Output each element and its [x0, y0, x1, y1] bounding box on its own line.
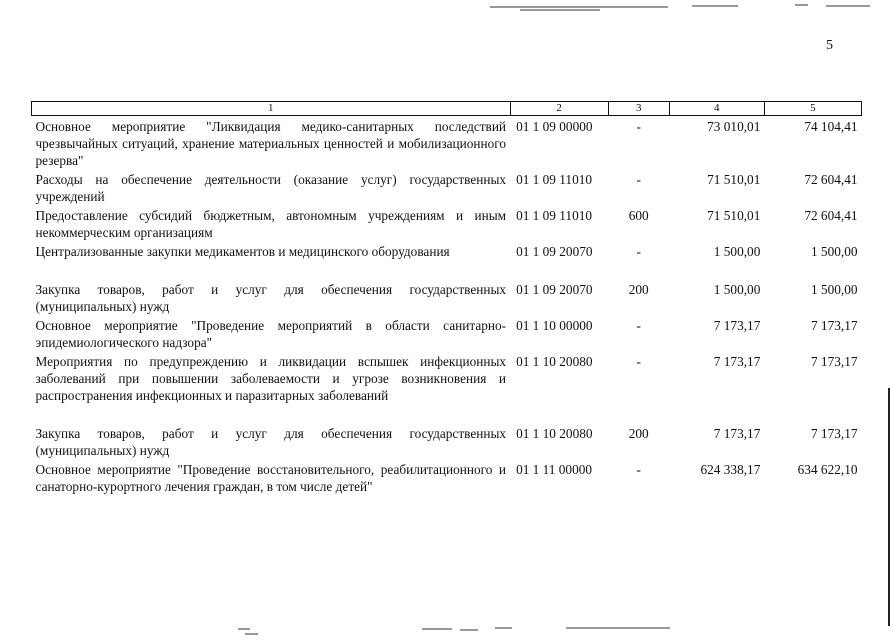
table-row	[32, 241, 862, 279]
row-value-2: 72 604,41	[804, 208, 858, 223]
row-name: Мероприятия по предупреждению и ликвидации вспышек инфекционных заболеваний при повышении заболеваемости и угрозе возникновения и распространения инфекционных и паразитарных заболеваний	[35, 354, 507, 403]
row-type: -	[636, 354, 641, 369]
row-value-2: 1 500,00	[810, 244, 858, 259]
row-value-2: 7 173,17	[810, 426, 858, 441]
row-value-2: 7 173,17	[810, 318, 858, 333]
table-row	[32, 279, 862, 315]
row-code: 01 1 10 00000	[516, 318, 593, 333]
table-row	[32, 169, 862, 205]
header-col-1: 1	[32, 102, 511, 116]
header-col-3: 3	[608, 102, 669, 116]
row-value-2: 634 622,10	[797, 462, 858, 477]
header-row	[32, 102, 862, 116]
row-value-1: 7 173,17	[713, 318, 761, 333]
row-value-1: 624 338,17	[700, 462, 761, 477]
row-name: Расходы на обеспечение деятельности (оказание услуг) государственных учреждений	[35, 172, 507, 204]
table-row	[32, 459, 862, 495]
row-value-1: 71 510,01	[707, 172, 761, 187]
row-name: Предоставление субсидий бюджетным, автономным учреждениям и иным некоммерческим организациям	[35, 208, 507, 240]
row-code: 01 1 09 20070	[516, 244, 593, 259]
table-row	[32, 116, 862, 170]
header-col-4: 4	[669, 102, 764, 116]
row-type: 600	[628, 208, 649, 223]
header-col-2: 2	[510, 102, 608, 116]
row-value-1: 7 173,17	[713, 426, 761, 441]
table-row	[32, 205, 862, 241]
table-row	[32, 423, 862, 459]
row-value-1: 1 500,00	[713, 244, 761, 259]
row-code: 01 1 10 20080	[516, 426, 593, 441]
row-value-1: 71 510,01	[707, 208, 761, 223]
row-name: Основное мероприятие "Ликвидация медико-санитарных последствий чрезвычайных ситуаций, хранение материальных ценностей и мобилизационного резерва"	[35, 119, 507, 168]
row-value-2: 74 104,41	[804, 119, 858, 134]
row-value-2: 1 500,00	[810, 282, 858, 297]
row-code: 01 1 09 11010	[516, 172, 593, 187]
row-name: Основное мероприятие "Проведение восстановительного, реабилитационного и санаторно-курортного лечения граждан, в том числе детей"	[35, 462, 507, 494]
row-type: 200	[628, 282, 649, 297]
row-value-1: 1 500,00	[713, 282, 761, 297]
row-name: Закупка товаров, работ и услуг для обеспечения государственных (муниципальных) нужд	[35, 282, 507, 314]
header-col-5: 5	[764, 102, 861, 116]
row-type: -	[636, 172, 641, 187]
row-type: 200	[628, 426, 649, 441]
row-value-1: 7 173,17	[713, 354, 761, 369]
row-value-2: 72 604,41	[804, 172, 858, 187]
budget-table	[31, 101, 862, 495]
row-type: -	[636, 119, 641, 134]
row-code: 01 1 10 20080	[516, 354, 593, 369]
row-name: Закупка товаров, работ и услуг для обеспечения государственных (муниципальных) нужд	[35, 426, 507, 458]
row-type: -	[636, 318, 641, 333]
row-code: 01 1 09 11010	[516, 208, 593, 223]
row-code: 01 1 09 00000	[516, 119, 593, 134]
row-code: 01 1 11 00000	[516, 462, 593, 477]
table-row	[32, 315, 862, 351]
row-name: Основное мероприятие "Проведение мероприятий в области санитарно-эпидемиологического надзора"	[35, 318, 507, 350]
row-value-2: 7 173,17	[810, 354, 858, 369]
row-value-1: 73 010,01	[707, 119, 761, 134]
row-type: -	[636, 244, 641, 259]
table-row	[32, 351, 862, 423]
row-name: Централизованные закупки медикаментов и медицинского оборудования	[35, 244, 450, 259]
row-type: -	[636, 462, 641, 477]
row-code: 01 1 09 20070	[516, 282, 593, 297]
page-number: 5	[826, 38, 833, 53]
